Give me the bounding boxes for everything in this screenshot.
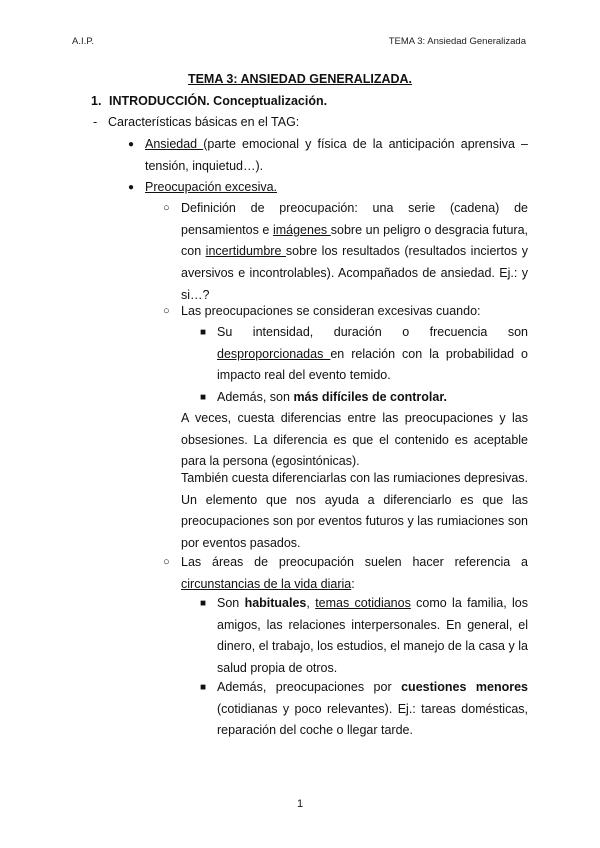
dash-marker: - — [93, 115, 98, 129]
excesivas-intro: Las preocupaciones se consideran excesivas cuando: — [181, 304, 481, 318]
bullet-marker: ● — [128, 139, 135, 150]
definicion-paragraph — [181, 198, 528, 307]
square-marker: ■ — [200, 682, 207, 693]
circle-marker: ○ — [163, 556, 170, 568]
areas-text: Las áreas de preocupación suelen hacer referencia a — [181, 555, 528, 569]
bullet-marker: ● — [128, 182, 135, 193]
term-ansiedad: Ansiedad — [145, 137, 204, 151]
definicion-text: Definición de preocupación: una serie (cadena) de pensamientos e — [181, 201, 528, 237]
item-preocupacion — [145, 177, 528, 199]
header-right: TEMA 3: Ansiedad Generalizada — [388, 36, 526, 47]
areas-text: : — [351, 576, 355, 591]
section-label: INTRODUCCIÓN. Conceptualización. — [109, 94, 328, 108]
term-habituales: habituales — [244, 596, 307, 610]
section-heading — [91, 94, 327, 108]
definicion-text: sobre los resultados (resultados inciertos y aversivos e incontrolables). Acompañados de ansiedad. Ej.: y si…? — [181, 244, 528, 302]
intro-line: Características básicas en el TAG: — [108, 115, 300, 129]
circle-marker: ○ — [163, 202, 170, 214]
item-text: , — [306, 596, 316, 610]
page-number: 1 — [296, 798, 304, 810]
excesivas-item-2 — [217, 387, 528, 409]
areas-item-1 — [217, 593, 528, 680]
areas-item-2 — [217, 677, 528, 742]
circle-marker: ○ — [163, 305, 170, 317]
obsesiones-paragraph: A veces, cuesta diferencias entre las preocupaciones y las obsesiones. La diferencia es que el contenido es aceptable para la persona (egosintónicas). — [181, 411, 528, 469]
areas-paragraph — [181, 552, 528, 595]
item-text: en relación con la probabilidad o impacto real del evento temido. — [217, 346, 528, 383]
square-marker: ■ — [200, 392, 207, 403]
term-temas-cotidianos: temas cotidianos — [315, 596, 411, 610]
term-incertidumbre: incertidumbre — [205, 244, 286, 259]
item-text: Además, preocupaciones por — [217, 680, 402, 694]
item-text: (cotidianas y poco relevantes). Ej.: tareas domésticas, reparación del coche o llegar tarde. — [217, 701, 528, 738]
definicion-text: sobre un peligro o desgracia futura, con — [181, 222, 528, 259]
item-ansiedad — [145, 134, 528, 177]
header-left: A.I.P. — [72, 36, 95, 47]
item-text: Además, son — [217, 390, 294, 404]
term-cuestiones-menores: cuestiones menores — [401, 680, 528, 694]
term-preocupacion: Preocupación excesiva. — [145, 180, 278, 194]
term-desproporcionadas: desproporcionadas — [217, 346, 331, 361]
item-text: Su intensidad, duración o frecuencia son — [217, 325, 528, 339]
term-circunstancias: circunstancias de la vida diaria — [181, 576, 352, 591]
rumiaciones-paragraph: También cuesta diferenciarlas con las rumiaciones depresivas. Un elemento que nos ayuda a diferenciarlo es que las preocupaciones son por eventos futuros y las rumiaciones son por eventos pasados. — [181, 471, 528, 551]
document-title: TEMA 3: ANSIEDAD GENERALIZADA. — [187, 72, 413, 86]
section-number: 1. — [91, 94, 102, 108]
square-marker: ■ — [200, 327, 207, 338]
excesivas-item-1 — [217, 322, 528, 387]
square-marker: ■ — [200, 598, 207, 609]
term-mas-dificiles: más difíciles de controlar. — [293, 390, 447, 404]
item-text: como la familia, los amigos, las relaciones interpersonales. En general, el dinero, el trabajo, los estudios, el manejo de la casa y la salud propia de otros. — [217, 596, 528, 676]
item-text: Son — [217, 596, 245, 610]
ansiedad-text: (parte emocional y física de la anticipación aprensiva – tensión, inquietud…). — [145, 137, 528, 173]
term-imagenes: imágenes — [272, 222, 331, 237]
